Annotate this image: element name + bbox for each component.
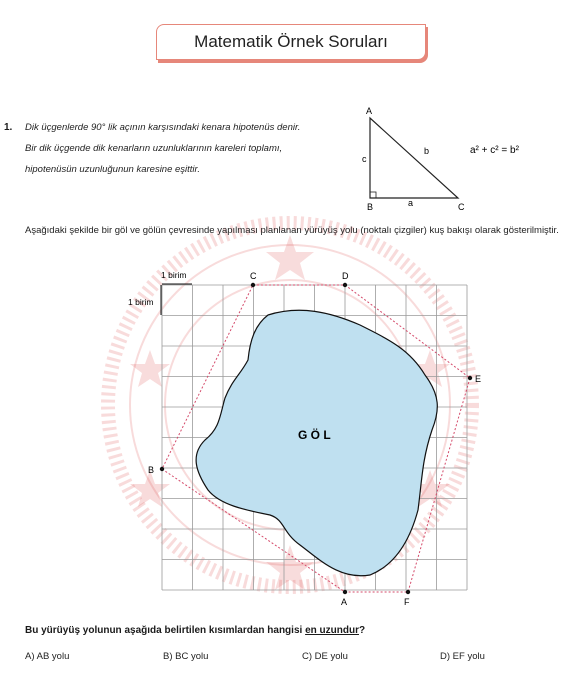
definition-line-1: Dik üçgenlerde 90° lik açının karşısındaki kenara hipotenüs denir. bbox=[25, 122, 301, 133]
prompt-end: ? bbox=[358, 625, 366, 636]
definition-line-3: hipotenüsün uzunluğunun karesine eşittir. bbox=[25, 164, 200, 175]
option-c[interactable]: C) DE yolu bbox=[302, 651, 348, 662]
point-A-label: A bbox=[341, 597, 348, 607]
option-b[interactable]: B) BC yolu bbox=[163, 651, 209, 662]
point-E-label: E bbox=[475, 374, 482, 384]
unit-horizontal-label: 1 birim bbox=[161, 270, 187, 280]
triangle-side-c: c bbox=[362, 154, 367, 164]
prompt-emphasis: en uzundur bbox=[305, 625, 359, 636]
point-F-label: F bbox=[404, 597, 410, 607]
definition-line-2: Bir dik üçgende dik kenarların uzunluklarının kareleri toplamı, bbox=[25, 143, 283, 154]
question-number: 1. bbox=[4, 122, 13, 133]
page-title: Matematik Örnek Soruları bbox=[194, 32, 388, 51]
point-C-label: C bbox=[250, 271, 257, 281]
triangle-side-a: a bbox=[408, 198, 414, 208]
pythagorean-formula: a² + c² = b² bbox=[470, 145, 519, 156]
point-D-label: D bbox=[342, 271, 349, 281]
figure-description: Aşağıdaki şekilde bir göl ve gölün çevresinde yapılması planlanan yürüyüş yolu (noktalı çizgiler) kuş bakışı olarak gösterilmiştir. bbox=[25, 225, 559, 236]
lake-shape bbox=[196, 310, 437, 576]
triangle-vertex-A: A bbox=[366, 106, 373, 116]
triangle-vertex-C: C bbox=[458, 202, 465, 212]
unit-vertical-label: 1 birim bbox=[128, 297, 154, 307]
lake-label: G Ö L bbox=[298, 428, 331, 442]
option-a[interactable]: A) AB yolu bbox=[25, 651, 70, 662]
triangle-vertex-B: B bbox=[367, 202, 374, 212]
triangle-side-b: b bbox=[424, 146, 430, 156]
option-d[interactable]: D) EF yolu bbox=[440, 651, 485, 662]
question-prompt bbox=[25, 625, 365, 636]
point-B-label: B bbox=[148, 465, 155, 475]
prompt-text: Bu yürüyüş yolunun aşağıda belirtilen kısımlardan hangisi bbox=[25, 625, 306, 636]
